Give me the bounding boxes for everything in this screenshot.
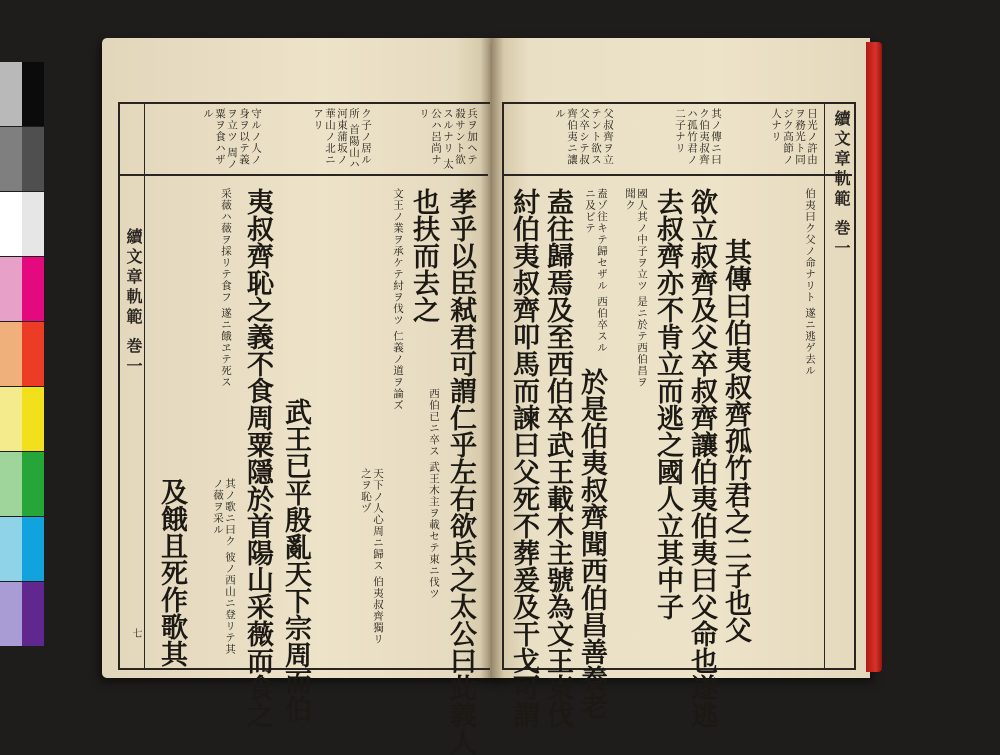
color-swatch [22,387,44,451]
main-text-column: 欲立叔齊及父卒叔齊讓伯夷伯夷曰父命也遂逃 [686,188,717,728]
color-swatch [22,322,44,386]
main-text-column: 去叔齊亦不肯立而逃之國人立其中子 [652,188,683,620]
color-swatch [22,517,44,581]
color-swatch [0,517,22,581]
annotation-column: 西伯已ニ卒ス 武王木主ヲ載セテ東ニ伐ツ [428,388,440,600]
color-swatch [0,62,22,126]
right-header-note: 日光ノ許由ヲ務光ト同ジク高節ノ人ナリ [770,108,818,166]
color-swatch [22,257,44,321]
color-swatch [0,582,22,646]
color-swatch [0,322,22,386]
main-text-column: 於是伯夷叔齊聞西伯昌善養老 [576,368,607,719]
color-swatch [0,127,22,191]
left-margin-title: 續文章軌範 巻一 [124,228,143,378]
annotation-column: 盍ゾ往キテ歸セザル 西伯卒スルニ及ビテ [584,188,608,354]
color-checker-strip [0,62,44,652]
left-header-note: ク子ノ居ル所 首陽山ハ河東蒲坂ノ華山ノ北ニアリ [312,108,372,170]
left-page-number: 七 [130,628,141,638]
color-swatch [0,192,22,256]
color-swatch [22,62,44,126]
right-header-note: 父叔齊ヲ立テント欲ス 父卒シテ叔齊伯夷ニ讓ル [554,108,614,166]
main-text-column: 盍往歸焉及至西伯卒武王載木主號為文王東伐 [542,188,573,728]
left-header-note: 守ルノ人ノ身ヲ以テ義ヲ立ツ 周ノ粟ヲ食ハザル [202,108,262,170]
annotation-column: 國人其ノ中子ヲ立ツ 是ニ於テ西伯昌ヲ聞ク [624,188,648,388]
main-text-column: 武王已平殷亂天下宗周而伯 [280,398,311,722]
open-book [92,38,882,755]
color-swatch [22,452,44,516]
annotation-column: 采薇ハ薇ヲ採リテ食フ 遂ニ餓ヱテ死ス [220,188,232,388]
left-header-rule [118,174,488,176]
right-header-rule [502,174,852,176]
color-swatch [0,452,22,516]
main-text-column: 也扶而去之 [408,188,439,323]
color-swatch [0,257,22,321]
main-text-column: 孝乎以臣弒君可謂仁乎左右欲兵之太公曰此義人 [445,188,476,755]
right-margin-title: 續文章軌範 巻一 [832,110,851,260]
main-text-column: 及餓且死作歌其 [156,478,187,667]
annotation-column: 文王ノ業ヲ承ケテ紂ヲ伐ツ 仁義ノ道ヲ論ズ [392,188,404,411]
red-cover-edge [866,42,882,672]
left-margin-rule [144,102,145,670]
color-swatch [0,387,22,451]
right-header-note: 其ノ傳ニ曰ク伯夷叔齊ハ孤竹君ノ二子ナリ [674,108,722,166]
color-swatch [22,582,44,646]
left-header-note: 兵ヲ加ヘテ殺サント欲スルナリ 太公ハ呂尚ナリ [418,108,478,170]
color-swatch [22,192,44,256]
main-text-column: 紂伯夷叔齊叩馬而諫曰父死不葬爰及干戈可謂 [508,188,539,728]
color-swatch [22,127,44,191]
main-text-column: 其傳曰伯夷叔齊孤竹君之二子也父 [720,238,751,643]
right-margin-rule [824,102,825,670]
annotation-column: 伯夷曰ク父ノ命ナリト 遂ニ逃ゲ去ル [804,188,816,377]
annotation-column: 天下ノ人心周ニ歸ス 伯夷叔齊獨リ之ヲ恥ヅ [360,468,384,645]
main-text-column: 夷叔齊恥之義不食周粟隱於首陽山采薇而食之 [242,188,273,728]
annotation-column: 其ノ歌ニ曰ク 彼ノ西山ニ登リテ其ノ薇ヲ采ル [212,478,236,655]
